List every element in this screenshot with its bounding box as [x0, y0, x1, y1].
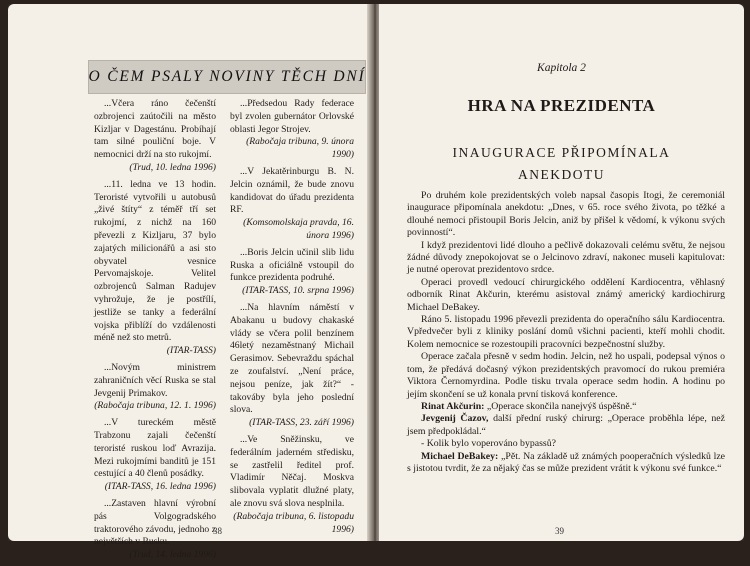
news-item — [94, 98, 216, 175]
news-text: ...Na hlavním náměstí v Abakanu u budovy chakaské vlády se včera polil benzínem 46letý nezaměstnaný Michail Gerasimov. Sebevraždu spáchal ze zoufalství. „Není práce, nejsou peníze, jak žít?“ - takováby byla jeho poslední slova. — [230, 301, 354, 416]
news-text: ...V Jekatěrinburgu B. N. Jelcin oznámil, že bude znovu kandidovat do úřadu prezidenta RF. — [230, 165, 354, 216]
news-source: (Rabočaja tribuna, 9. února 1990) — [246, 136, 354, 161]
quote: „Pět. Na základě už známých pooperačních výsledků lze s jistotou tvrdit, že za nějaký čas se může prezident vrátit k výkonu své funkce.“ — [407, 450, 726, 474]
news-item — [94, 179, 216, 358]
news-text: ...Boris Jelcin učinil slib lidu Ruska a oficiálně vstoupil do funkce prezidenta podruhé. — [230, 246, 354, 284]
news-item — [230, 302, 354, 430]
news-item — [94, 498, 216, 562]
dialogue-line — [407, 413, 725, 438]
dialogue-line — [407, 451, 725, 476]
section-title-line-1: INAUGURACE PŘIPOMÍNALA — [452, 145, 671, 160]
dialogue-line — [407, 438, 725, 450]
news-source: (ITAR-TASS, 10. srpna 1996) — [242, 285, 354, 297]
paragraph: Ráno 5. listopadu 1996 převezli prezidenta do operačního sálu Kardiocentra. Vpředvečer byli z kliniky poslání domů všichni pacienti, kteří mohli chodit. Kolem nemocnice se rozestoupili pracovníci bezpečnostní služby. — [407, 314, 725, 350]
quote: „Operace skončila nanejvýš úspěšně.“ — [486, 400, 637, 412]
section-banner — [88, 60, 366, 94]
paragraph: Po druhém kole prezidentských voleb napsal časopis Itogi, že ceremoniál inaugurace připomínala anekdotu: „Dnes, v 65. roce svého života, po těžké a dlouhé nemoci přistoupil Boris Jelcin, aniž by přišel k vědomí, k výkonu svých povinností“. — [407, 190, 725, 239]
news-column-1 — [94, 98, 216, 566]
book-spread — [8, 4, 744, 561]
news-text: ...Ve Sněžinsku, ve federálním jaderném středisku, se zastřelil ředitel prof. Vladimír Něčaj. Moskva slibovala vyplatit dlužné platy, ale znovu svá slova nesplnila. — [230, 433, 354, 509]
dialogue-line — [407, 401, 725, 413]
news-text: ...Zastaven hlavní výrobní pás Volgogradského traktorového závodu, jednoho z největších v Rusku. — [94, 497, 216, 548]
chapter-title: HRA NA PREZIDENTA — [467, 96, 656, 115]
news-source: (Rabočaja tribuna, 12. 1. 1996) — [94, 400, 216, 412]
news-source: (Komsomolskaja pravda, 16. února 1996) — [243, 217, 354, 241]
news-text: ...Předsedou Rady federace byl zvolen gubernátor Orlovské oblasti Jegor Strojev. — [230, 98, 354, 135]
left-page — [8, 4, 371, 561]
paragraph: I když prezidentovi lidé dlouho a pečlivě dokazovali celému světu, že nejsou žádné důvody znepokojovat se o Jelcinovo zdraví, nakonec museli kapitulovat: je nutné operovat prezidentovo srdce. — [407, 239, 725, 276]
quote: - Kolik bylo voperováno bypassů? — [421, 438, 556, 450]
news-text: ...Včera ráno čečenští ozbrojenci zaútočili na město Kizljar v Dagestánu. Probíhají tam silné pouliční boje. V nemocnici drží na sto rukojmí. — [94, 98, 216, 161]
news-column-2 — [230, 98, 354, 540]
chapter-label: Kapitola 2 — [537, 62, 586, 74]
news-item — [230, 434, 354, 536]
paragraph: Operace začala přesně v sedm hodin. Jelcin, než ho uspali, podepsal výnos o tom, že předává dočasný výkon prezidentských pravomocí do rukou premiéra Viktora Černomyrdina. Podle tisku trvala operace sedm hodin. A hodinu po jejím skončení se už konala první tisková konference. — [407, 351, 725, 400]
news-item — [230, 166, 354, 243]
news-item — [230, 98, 354, 162]
speaker: Jevgenij Čazov, — [421, 413, 489, 425]
news-source: (ITAR-TASS, 23. září 1996) — [249, 417, 354, 429]
news-source: (ITAR-TASS, 16. ledna 1996) — [104, 481, 216, 493]
page-number-right: 39 — [555, 526, 564, 536]
news-item — [94, 417, 216, 494]
speaker: Rinat Akčurin: — [421, 400, 485, 412]
news-item — [94, 362, 216, 413]
section-title-line-2: ANEKDOTU — [518, 167, 605, 182]
news-text: ...Novým ministrem zahraničních věcí Ruska se stal Jevgenij Primakov. — [94, 361, 216, 399]
quote: další přední ruský chirurg: „Operace proběhla lépe, než jsem předpokládal.“ — [407, 413, 725, 437]
news-source: (Rabočaja tribuna, 6. listopadu 1996) — [233, 510, 354, 535]
news-text: ...V tureckém městě Trabzonu zajali čečenští teroristé ruskou loď Avrazija. Mezi rukojmími banditů je 151 cestující a 40 členů posádky. — [94, 417, 216, 480]
banner-title: O ČEM PSALY NOVINY TĚCH DNÍ — [88, 68, 366, 85]
paragraph: Operaci provedl vedoucí chirurgického oddělení Kardiocentra, věhlasný odborník Rinat Akčurin, kterému asistoval známý americký kardiochirurg Michael DeBakey. — [407, 276, 725, 313]
news-source: (Trud, 10. ledna 1996) — [129, 161, 216, 173]
right-page — [379, 4, 744, 541]
section-title — [379, 142, 744, 186]
news-source: (Trud, 14. ledna 1996) — [129, 549, 216, 561]
news-text: ...11. ledna ve 13 hodin. Teroristé vytvořili u autobusů „živé štíty“ z téměř tří set rukojmí, z nichž na 160 převezli z Kizljaru, 37 bylo zajatých milicionářů a asi sto obyvatel vesnice Pervomajskoje. Velitel ozbrojenců Salman Radujev vyhrožuje, že je postřílí, jestliže se tanky a federální vojska přiblíží do vzdálenosti méně než sto metrů. — [94, 178, 216, 344]
news-item — [230, 247, 354, 298]
chapter-body — [407, 190, 725, 475]
page-number-left: 38 — [213, 526, 222, 536]
speaker: Michael DeBakey: — [421, 450, 499, 462]
news-source: (ITAR-TASS) — [166, 345, 216, 357]
